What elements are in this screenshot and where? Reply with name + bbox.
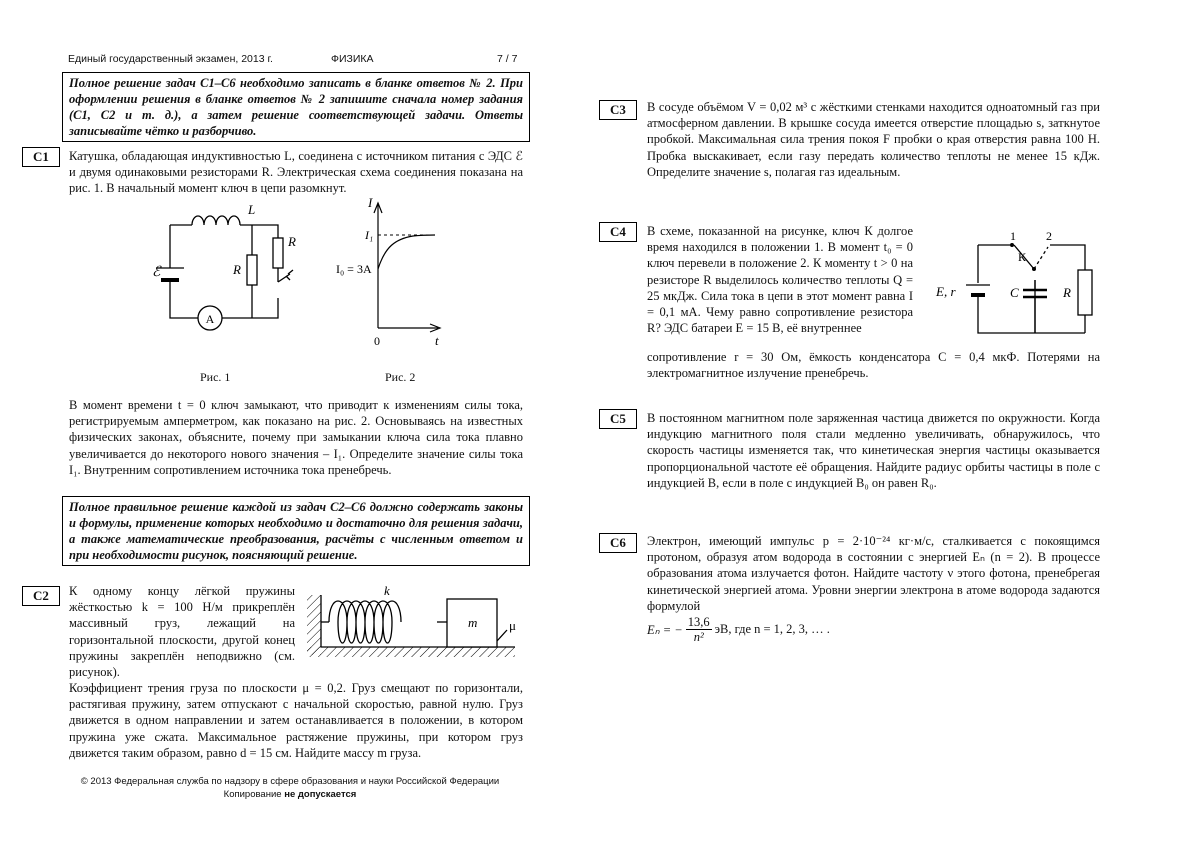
footer-copy-forbidden: не допускается: [284, 789, 357, 800]
footer-copy-text: Копирование: [223, 789, 282, 800]
fig1-caption: Рис. 1: [200, 370, 231, 384]
task-label-c2: С2: [22, 586, 60, 606]
resistor-mid: [247, 255, 257, 285]
header-subject: ФИЗИКА: [331, 53, 374, 65]
formula-rhs: эВ, где n = 1, 2, 3, … .: [714, 622, 830, 636]
inductor-coil: [192, 216, 240, 225]
graph-x-axis-label: t: [435, 333, 439, 348]
footer-copy-note: [60, 789, 520, 800]
resistor-top: [273, 238, 283, 268]
c1-figure-circuit: [140, 200, 310, 335]
resistor: [1078, 270, 1092, 315]
c4-figure-circuit: [930, 225, 1105, 340]
capacitor-label: C: [1010, 285, 1019, 300]
fig2-caption: Рис. 2: [385, 370, 416, 384]
c4-text-a: В схеме, показанной на рисунке, ключ К долгое время находился в положении 1. В момент t₀ = 0 ключ перевели в положение 2. К моменту t > 0 на резисторе R выделилось количество теплоты Q = 25 мкДж. Сила тока в цепи в этот момент равна I = 0,1 мА. Чему равно сопротивление резистора R? ЭДС батареи E = 15 В, её внутреннее: [647, 224, 913, 336]
spring: [329, 601, 401, 643]
c5-text: В постоянном магнитном поле заряженная частица движется по окружности. Когда индукцию магнитного поля стали медленно увеличивать, обнаружилось, что скорость частицы изменяется так, что кинетическая энергия частицы оказывается пропорциональной частоте её обращения. Найдите радиус орбиты частицы в поле с индукцией B, если в поле с индукцией B₀ он равен R₀.: [647, 411, 1100, 490]
battery-label: E, r: [936, 284, 956, 299]
c1-text: Катушка, обладающая индуктивностью L, соединена с источником питания с ЭДС ℰ и двумя одинаковыми резисторами R. Электрическая схема соединения показана на рис. 1. В начальный момент ключ в цепи разомкнут.: [69, 149, 523, 196]
switch-pivot: [1032, 267, 1036, 271]
intro-note: Полное решение задач С1–С6 необходимо записать в бланке ответов № 2. При оформлении решения в бланке ответов № 2 запишите сначала номер задания (С1, С2 и т. д.), а затем решение соответствующей задачи. Ответы записывайте чётко и разборчиво.: [62, 72, 530, 142]
wall-hatch: [307, 595, 321, 655]
emf-label: ℰ: [152, 265, 161, 280]
task-label-c1: С1: [22, 147, 60, 167]
graph-i0-label: I₀ = 3A: [336, 262, 372, 276]
switch-pos-2: 2: [1046, 229, 1052, 243]
spring-k-label: k: [384, 583, 390, 598]
c2-figure-spring: [305, 585, 525, 665]
header-page: 7 / 7: [497, 53, 518, 65]
c3-text: В сосуде объёмом V = 0,02 м³ с жёсткими стенками находится одноатомный газ при атмосферном давлении. В крышке сосуда имеется отверстие площадью s, заткнутое пробкой. Максимальная сила трения покоя F пробки о края отверстия равна 100 Н. Пробка выскакивает, если газу передать количество теплоты не менее 15 кДж. Определите значение s, полагая газ идеальным.: [647, 100, 1100, 179]
header-exam: Единый государственный экзамен, 2013 г.: [68, 53, 273, 65]
mass-m-label: m: [468, 615, 478, 630]
c1-figure-graph: [335, 195, 455, 350]
switch-label: К: [1018, 250, 1027, 264]
formula-fraction: [686, 615, 712, 644]
resistor-mid-label: R: [233, 262, 241, 277]
task-label-c6: С6: [599, 533, 637, 553]
formula-denominator: n²: [693, 630, 704, 644]
rule-note: Полное правильное решение каждой из задач С2–С6 должно содержать законы и формулы, применение которых необходимо и достаточно для решения задачи, а также математические преобразования, расчёты с численным ответом и при необходимости рисунок, поясняющий решение.: [62, 496, 530, 566]
floor-hatch: [307, 647, 515, 657]
graph-origin-label: 0: [374, 334, 380, 348]
c4-text-b: сопротивление r = 30 Ом, ёмкость конденсатора C = 0,4 мкФ. Потерями на электромагнитное излучение пренебречь.: [647, 350, 1100, 381]
c1-text2: В момент времени t = 0 ключ замыкают, что приводит к изменениям силы тока, регистрируемым амперметром, как показано на рис. 2. Основываясь на известных физических законах, объясните, почему при замыкании ключа сила тока плавно увеличивается до некоторого нового значения – I₁. Определите значение силы тока I₁. Внутренним сопротивлением источника тока пренебречь.: [69, 398, 523, 477]
ammeter-label: A: [205, 312, 215, 326]
footer-copyright: © 2013 Федеральная служба по надзору в сфере образования и науки Российской Федерации: [80, 776, 500, 787]
switch-contact: [1010, 243, 1014, 247]
resistor-label: R: [1063, 285, 1071, 300]
graph-i1-label: I₁: [365, 228, 374, 242]
inductor-label: L: [248, 202, 256, 217]
task-label-c3: С3: [599, 100, 637, 120]
formula-numerator: 13,6: [687, 615, 710, 629]
current-curve: [378, 235, 435, 269]
task-label-c5: С5: [599, 409, 637, 429]
c6-text: Электрон, имеющий импульс p = 2·10⁻²⁴ кг·м/с, сталкивается с покоящимся протоном, образуя атом водорода в состоянии с энергией Eₙ (n = 2). В процессе образования атома излучается фотон. Найдите частоту ν этого фотона, пренебрегая кинетической энергией атома. Уровни энергии электрона в атоме водорода задаются формулой: [647, 534, 1100, 613]
resistor-top-label: R: [288, 234, 296, 249]
c6-formula: [647, 615, 830, 644]
formula-lhs: Eₙ = −: [647, 622, 683, 637]
task-label-c4: С4: [599, 222, 637, 242]
switch-pos-1: 1: [1010, 229, 1016, 243]
c2-text-a: К одному концу лёгкой пружины жёсткостью k = 100 Н/м прикреплён массивный груз, лежащий на горизонтальной плоскости, другой конец пружины закреплён неподвижно (см. рисунок).: [69, 584, 295, 680]
c2-text-b: Коэффициент трения груза по плоскости μ = 0,2. Груз смещают по горизонтали, растягивая пружину, затем отпускают с начальной скоростью, равной нулю. Груз движется в одном направлении и затем останавливается в положении, в котором пружина уже сжата. Максимальное растяжение пружины, при котором груз движется таким образом, равно d = 15 см. Найдите массу m груза.: [69, 681, 523, 760]
mu-label: μ: [509, 618, 516, 633]
graph-y-axis-label: I: [368, 195, 373, 210]
